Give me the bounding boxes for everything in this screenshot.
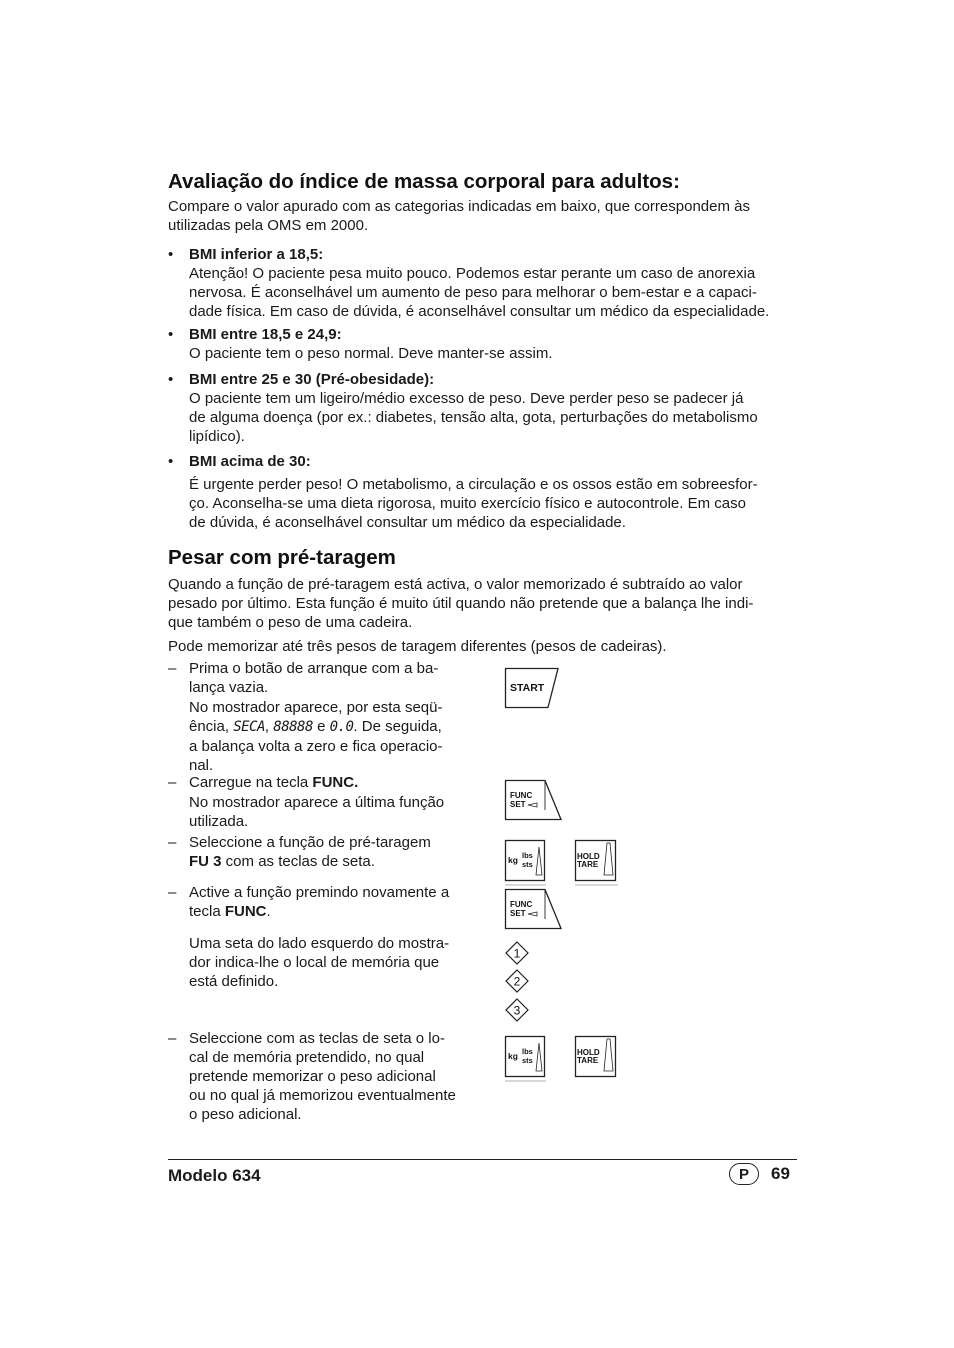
bmi-item-title: BMI acima de 30: xyxy=(189,453,311,470)
bmi-item-normal xyxy=(168,325,797,363)
set-label: SET xyxy=(510,909,526,918)
step-select-memory xyxy=(168,1029,469,1124)
bmi-item-title: BMI entre 18,5 e 24,9: xyxy=(189,326,342,343)
func-label: FUNC xyxy=(510,791,533,800)
text-bold: FUNC. xyxy=(312,774,359,791)
step-line: cal de memória pretendido, no qual xyxy=(189,1049,425,1066)
bmi-item-line: Atenção! O paciente pesa muito pouco. Podemos estar perante um caso de anorexia xyxy=(189,265,756,282)
step-line: ou no qual já memorizou eventualmente xyxy=(189,1087,456,1104)
dash: – xyxy=(168,834,177,851)
set-label: SET xyxy=(510,800,526,809)
bullet: • xyxy=(168,326,174,343)
func-label: FUNC xyxy=(510,900,533,909)
hold-label: HOLD xyxy=(577,852,600,861)
dash: – xyxy=(168,660,177,677)
bmi-item-obesity xyxy=(168,452,797,532)
text: com as teclas de seta. xyxy=(221,853,375,870)
func-set-key-icon xyxy=(504,888,564,932)
dash: – xyxy=(168,884,177,901)
bmi-item-line: nervosa. É aconselhável um aumento de peso para melhorar o bem-estar e a capaci- xyxy=(189,284,757,301)
sts-label: sts xyxy=(522,860,533,869)
footer-page xyxy=(729,1163,790,1185)
bmi-item-line: É urgente perder peso! O metabolismo, a circulação e os ossos estão em sobreesfor- xyxy=(189,476,758,493)
hold-label: HOLD xyxy=(577,1048,600,1057)
step-line-display xyxy=(189,717,469,737)
tare-intro xyxy=(168,575,797,632)
start-key-label: START xyxy=(510,682,545,694)
footer-model: Modelo 634 xyxy=(168,1166,261,1185)
hold-tare-key-icon xyxy=(574,839,620,887)
text-bold: FU 3 xyxy=(189,853,222,870)
display-seca: SECA xyxy=(233,719,265,735)
step-func xyxy=(168,773,469,831)
step-line: No mostrador aparece a última função xyxy=(189,794,445,811)
kg-label: kg xyxy=(508,855,518,865)
text: . xyxy=(266,903,271,920)
step-activate xyxy=(168,883,469,991)
dash: – xyxy=(168,774,177,791)
text: . De seguida, xyxy=(353,718,442,735)
bmi-item-title: BMI entre 25 e 30 (Pré-obesidade): xyxy=(189,371,435,388)
bmi-item-title: BMI inferior a 18,5: xyxy=(189,246,324,263)
start-key-icon xyxy=(504,667,562,711)
bullet: • xyxy=(168,246,174,263)
lbs-label: lbs xyxy=(522,1047,533,1056)
step-line: a balança volta a zero e fica operacio- xyxy=(189,738,443,755)
bmi-intro-line: utilizadas pela OMS em 2000. xyxy=(168,217,369,234)
bullet: • xyxy=(168,453,174,470)
tare-intro-line: Quando a função de pré-taragem está activa, o valor memorizado é subtraído ao valor xyxy=(168,576,743,593)
dash: – xyxy=(168,1030,177,1047)
bmi-item-line: de alguma doença (por ex.: diabetes, tensão alta, gota, perturbações do metabolismo xyxy=(189,409,758,426)
step-line: pretende memorizar o peso adicional xyxy=(189,1068,436,1085)
func-set-key-icon xyxy=(504,779,564,823)
bmi-item-line: lipídico). xyxy=(189,428,245,445)
tare-label: TARE xyxy=(577,860,599,869)
step-line xyxy=(189,852,469,871)
text: e xyxy=(312,718,330,735)
text: , xyxy=(264,718,274,735)
bmi-item-line: O paciente tem o peso normal. Deve manter-se assim. xyxy=(189,345,553,362)
bmi-item-line: dade física. Em caso de dúvida, é aconselhável consultar um médico da especialidade. xyxy=(189,303,770,320)
text: ência, xyxy=(189,718,234,735)
section-title-tare: Pesar com pré-taragem xyxy=(168,546,396,569)
bmi-intro xyxy=(168,197,797,235)
memory-2-icon xyxy=(505,969,531,995)
page-number: 69 xyxy=(771,1164,790,1183)
bmi-item-line: de dúvida, é aconselhável consultar um médico da especialidade. xyxy=(189,514,626,531)
footer-rule xyxy=(168,1159,797,1160)
display-zero: 0.0 xyxy=(329,719,354,735)
kg-label: kg xyxy=(508,1051,518,1061)
step-line: o peso adicional. xyxy=(189,1106,302,1123)
kg-lbs-sts-key-icon xyxy=(504,1035,548,1083)
kg-lbs-sts-key-icon xyxy=(504,839,548,887)
step-line: utilizada. xyxy=(189,813,249,830)
step-line: nal. xyxy=(189,757,214,774)
hold-tare-key-icon xyxy=(574,1035,620,1081)
memory-2-label: 2 xyxy=(513,974,521,989)
step-line: Seleccione a função de pré-taragem xyxy=(189,834,431,851)
step-line: Seleccione com as teclas de seta o lo- xyxy=(189,1030,445,1047)
text-bold: FUNC xyxy=(224,903,267,920)
bmi-intro-line: Compare o valor apurado com as categorias indicadas em baixo, que correspondem às xyxy=(168,198,750,215)
step-line: lança vazia. xyxy=(189,679,269,696)
display-88888: 88888 xyxy=(273,719,313,735)
section-title-bmi: Avaliação do índice de massa corporal para adultos: xyxy=(168,170,680,193)
step-line xyxy=(189,902,469,921)
bullet: • xyxy=(168,371,174,388)
memory-1-icon xyxy=(505,941,531,967)
step-line: está definido. xyxy=(189,973,279,990)
bmi-item-line: ço. Aconselha-se uma dieta rigorosa, muito exercício físico e autocontrole. Em caso xyxy=(189,495,746,512)
memory-3-icon xyxy=(505,998,531,1024)
tare-intro-line: que também o peso de uma cadeira. xyxy=(168,614,413,631)
text: tecla xyxy=(189,903,225,920)
sts-label: sts xyxy=(522,1056,533,1065)
step-line: Prima o botão de arranque com a ba- xyxy=(189,660,439,677)
step-line: dor indica-lhe o local de memória que xyxy=(189,954,440,971)
step-start xyxy=(168,659,469,775)
bmi-item-preobesity xyxy=(168,370,797,446)
step-line: Active a função premindo novamente a xyxy=(189,884,450,901)
memory-1-label: 1 xyxy=(513,946,521,961)
memory-3-label: 3 xyxy=(513,1003,521,1018)
language-badge: P xyxy=(729,1163,759,1185)
step-select-fu3 xyxy=(168,833,469,871)
tare-note: Pode memorizar até três pesos de taragem diferentes (pesos de cadeiras). xyxy=(168,638,667,655)
step-line xyxy=(189,773,469,792)
tare-intro-line: pesado por último. Esta função é muito útil quando não pretende que a balança lhe indi- xyxy=(168,595,754,612)
bmi-item-line: O paciente tem um ligeiro/médio excesso de peso. Deve perder peso se padecer já xyxy=(189,390,744,407)
step-line: No mostrador aparece, por esta seqü- xyxy=(189,699,443,716)
text: Carregue na tecla xyxy=(189,774,313,791)
bmi-item-underweight xyxy=(168,245,797,321)
lbs-label: lbs xyxy=(522,851,533,860)
step-line: Uma seta do lado esquerdo do mostra- xyxy=(189,935,450,952)
tare-label: TARE xyxy=(577,1056,599,1065)
